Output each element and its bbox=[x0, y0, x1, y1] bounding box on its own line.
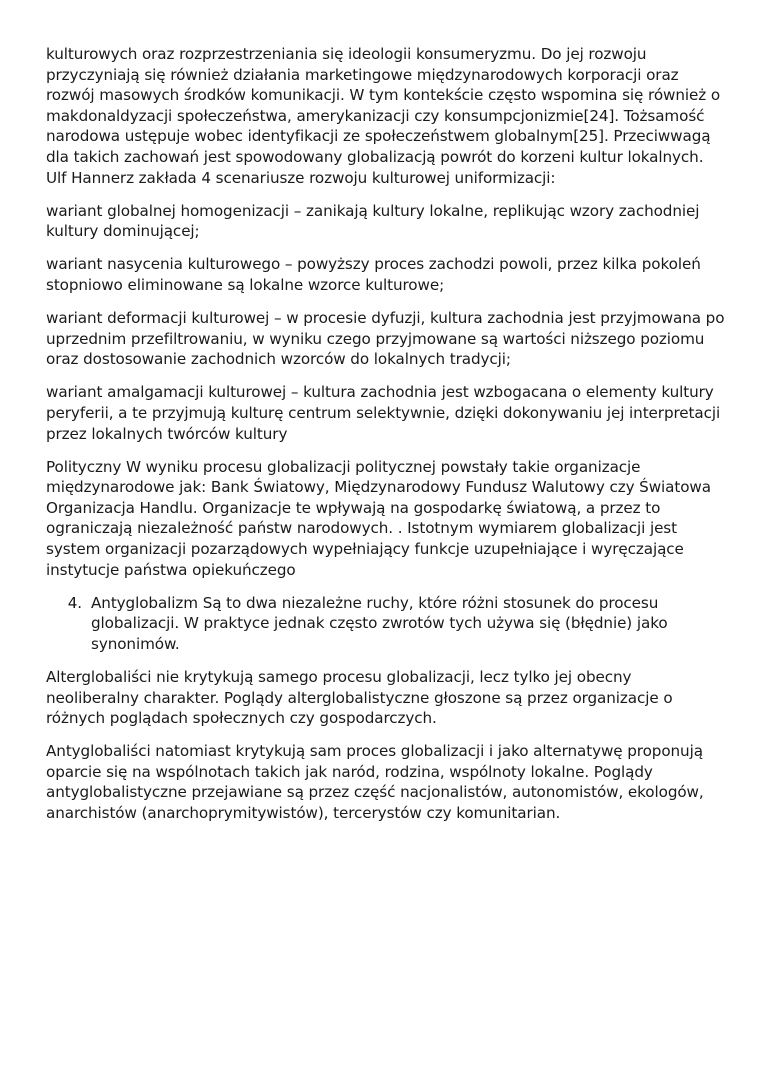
paragraph-alterglobalists: Alterglobaliści nie krytykują samego procesu globalizacji, lecz tylko jej obecny neoliberalny charakter. Poglądy alterglobalistyczne głoszone są przez organizacje o różnych poglądach społecznych czy gospodarczych. bbox=[46, 667, 673, 728]
numbered-list-item bbox=[46, 593, 726, 655]
paragraph-cultural-globalization: kulturowych oraz rozprzestrzeniania się ideologii konsumeryzmu. Do jej rozwoju przyczyniają się również działania marketingowe międzynarodowych korporacji oraz rozwój masowych środków komunikacji. W tym kontekście często wspomina się również o makdonaldyzacji społeczeństwa, amerykanizacji czy konsumpcjonizmie[24]. Tożsamość narodowa ustępuje wobec identyfikacji ze społeczeństwem globalnym[25]. Przeciwwagą dla takich zachowań jest spowodowany globalizacją powrót do korzeni kultur lokalnych. Ulf Hannerz zakłada 4 scenariusze rozwoju kulturowej uniformizacji: bbox=[46, 45, 721, 187]
list-item-number: 4. bbox=[67, 593, 82, 612]
paragraph-variant-homogenization: wariant globalnej homogenizacji – zanikają kultury lokalne, replikując wzory zachodniej kultury dominującej; bbox=[46, 201, 700, 241]
paragraph-antiglobalists: Antyglobaliści natomiast krytykują sam proces globalizacji i jako alternatywę proponują oparcie się na wspólnotach takich jak naród, rodzina, wspólnoty lokalne. Poglądy antyglobalistyczne przejawiane są przez część nacjonalistów, autonomistów, ekologów, anarchistów (anarchoprymitywistów), tercerystów czy komunitarian. bbox=[46, 742, 704, 822]
list-item-text: Antyglobalizm Są to dwa niezależne ruchy, które różni stosunek do procesu globalizacji. W praktyce jednak często zwrotów tych używa się (błędnie) jako synonimów. bbox=[91, 593, 668, 653]
paragraph-variant-amalgamation: wariant amalgamacji kulturowej – kultura zachodnia jest wzbogacana o elementy kultury peryferii, a te przyjmują kulturę centrum selektywnie, dzięki dokonywaniu jej interpretacji przez lokalnych twórców kultury bbox=[46, 383, 721, 443]
paragraph-variant-deformation: wariant deformacji kulturowej – w procesie dyfuzji, kultura zachodnia jest przyjmowana po uprzednim przefiltrowaniu, w wyniku czego przyjmowane są wartości niższego poziomu oraz dostosowanie zachodnich wzorców do lokalnych tradycji; bbox=[46, 309, 725, 369]
document-page bbox=[46, 44, 726, 836]
paragraph-political-globalization: Polityczny W wyniku procesu globalizacji politycznej powstały takie organizacje międzynarodowe jak: Bank Światowy, Międzynarodowy Fundusz Walutowy czy Światowa Organizacja Handlu. Organizacje te wpływają na gospodarkę światową, a przez to ograniczają niezależność państw narodowych. . Istotnym wymiarem globalizacji jest system organizacji pozarządowych wypełniający funkcje uzupełniające i wyręczające instytucje państwa opiekuńczego bbox=[46, 457, 711, 579]
paragraph-variant-saturation: wariant nasycenia kulturowego – powyższy proces zachodzi powoli, przez kilka pokoleń stopniowo eliminowane są lokalne wzorce kulturowe; bbox=[46, 255, 701, 294]
